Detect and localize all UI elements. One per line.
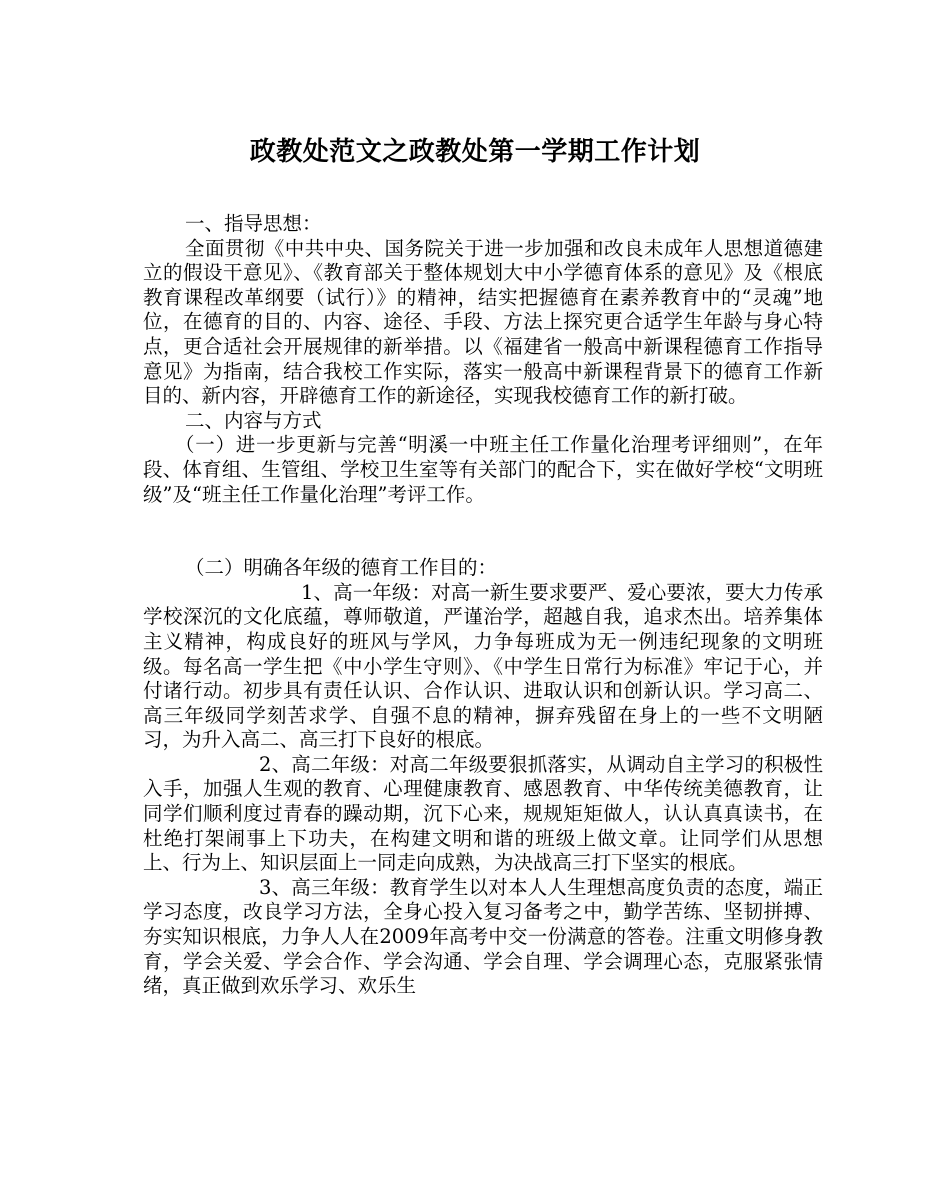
grade-1-paragraph: 1、高一年级：对高一新生要求要严、爱心要浓，要大力传承学校深沉的文化底蕴，尊师敬道，严谨治学，超越自我，追求杰出。培养集体主义精神，构成良好的班风与学风，力争每班成为无一例违纪现象的文明班级。每名高一学生把《中小学生守则》、《中学生日常行为标准》牢记于心，并付诸行动。初步具有责任认识、合作认识、进取认识和创新认识。学习高二、高三年级同学刻苦求学、自强不息的精神，摒弃残留在身上的一些不文明陋习，为升入高二、高三打下良好的根底。 [143,580,823,752]
section-heading-guiding-thought: 一、指导思想： [185,212,322,235]
blank-gap [143,507,823,556]
grade-2-paragraph: 2、高二年级：对高二年级要狠抓落实，从调动自主学习的积极性入手，加强人生观的教育、心理健康教育、感恩教育、中华传统美德教育，让同学们顺利度过青春的躁动期，沉下心来，规规矩矩做人，认认真真读书，在杜绝打架闹事上下功夫，在构建文明和谐的班级上做文章。让同学们从思想上、行为上、知识层面上一同走向成熟，为决战高三打下坚实的根底。 [143,752,823,875]
section-heading-content-method: 二、内容与方式 [185,408,322,432]
document-title: 政教处范文之政教处第一学期工作计划 [249,137,701,167]
grade-3-paragraph: 3、高三年级：教育学生以对本人人生理想高度负责的态度，端正学习态度，改良学习方法，全身心投入复习备考之中，勤学苦练、坚韧拼搏、夯实知识根底，力争人人在2009年高考中交一份满意的答卷。注重文明修身教育，学会关爱、学会合作、学会沟通、学会自理、学会调理心态，克服紧张情绪，真正做到欢乐学习、欢乐生 [143,875,823,998]
guiding-thought-paragraph: 全面贯彻《中共中央、国务院关于进一步加强和改良未成年人思想道德建立的假设干意见》、《教育部关于整体规划大中小学德育体系的意见》及《根底教育课程改革纲要（试行）》的精神，结实把握德育在素养教育中的“灵魂”地位，在德育的目的、内容、途径、手段、方法上探究更合适学生年龄与身心特点，更合适社会开展规律的新举措。以《福建省一般高中新课程德育工作指导意见》为指南，结合我校工作实际，落实一般高中新课程背景下的德育工作新目的、新内容，开辟德育工作的新途径，实现我校德育工作的新打破。 [143,236,823,408]
document-body [143,212,823,999]
content-item-2-heading: （二）明确各年级的德育工作目的： [185,556,498,580]
content-item-1: （一）进一步更新与完善“明溪一中班主任工作量化治理考评细则”，在年段、体育组、生管组、学校卫生室等有关部门的配合下，实在做好学校“文明班级”及“班主任工作量化治理”考评工作。 [143,433,823,506]
